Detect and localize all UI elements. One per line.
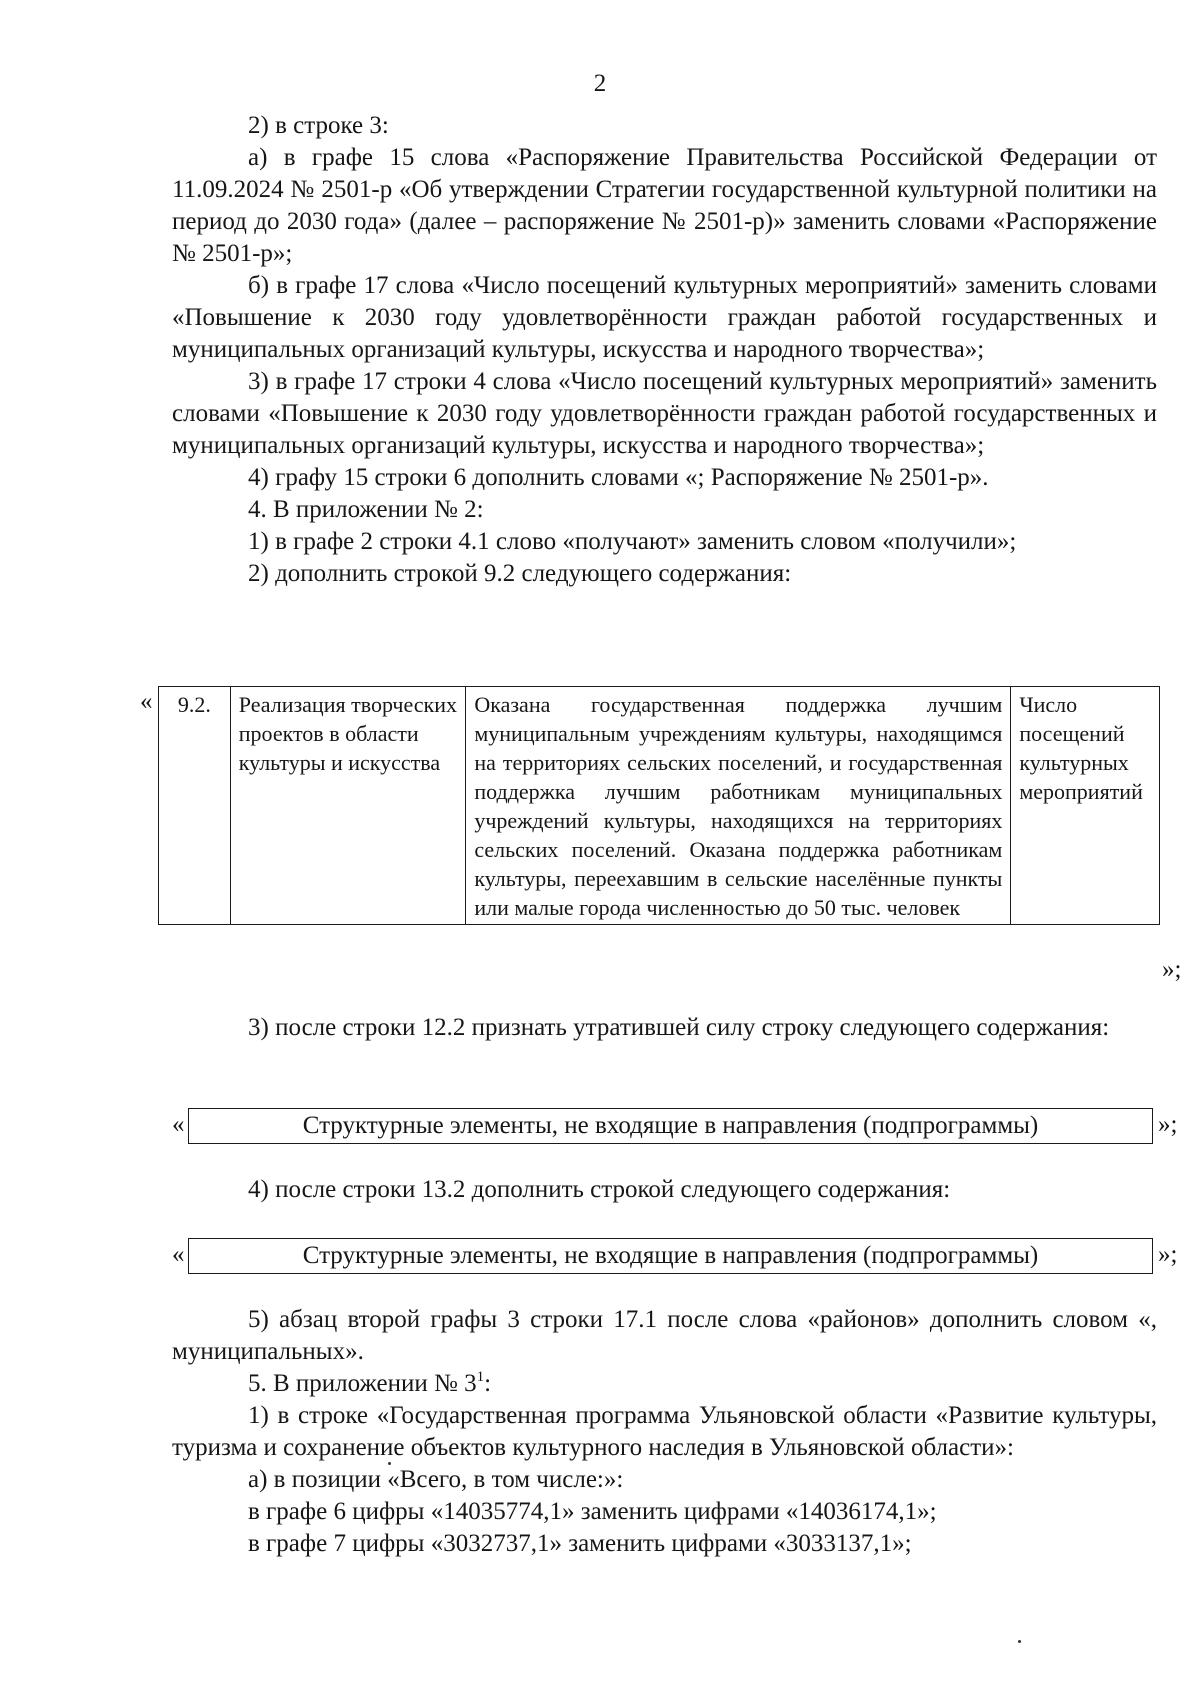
- appendix3-superscript: 1: [476, 1369, 485, 1385]
- cell-name: Реализация творческих проектов в области культуры и искусства: [230, 687, 466, 925]
- table-row: [159, 687, 1160, 925]
- paragraph-appendix2-item1: 1) в графе 2 строки 4.1 слово «получают» заменить словом «получили»;: [248, 528, 1017, 555]
- scan-speck: [388, 1462, 391, 1465]
- cell-indicator: Число посещений культурных мероприятий: [1011, 687, 1160, 925]
- paragraph-row6-graph15: 4) графу 15 строки 6 дополнить словами «; Распоряжение № 2501-р».: [248, 464, 989, 491]
- close-quote: »;: [1158, 1241, 1178, 1268]
- framed-row-text: Структурные элементы, не входящие в направления (подпрограммы): [188, 1238, 1153, 1274]
- table-row-9-2: [140, 686, 1180, 986]
- section-appendix2-item4: [172, 1174, 1157, 1206]
- paragraph-row4-graph17: 3) в графе 17 строки 4 слова «Число посещений культурных мероприятий» заменить словами «Повышение к 2030 году удовлетворённости граждан работой государственных и муниципальных организаций культуры, искусства и народного творчества»;: [172, 368, 1157, 459]
- paragraph-row3-heading: 2) в строке 3:: [248, 112, 389, 139]
- paragraph-row3-b: б) в графе 17 слова «Число посещений культурных мероприятий» заменить словами «Повышение к 2030 году удовлетворённости граждан работой государственных и муниципальных организаций культуры, искусства и народного творчества»;: [172, 272, 1157, 363]
- paragraph-appendix3-item1: 1) в строке «Государственная программа Ульяновской области «Развитие культуры, туризма и сохранение объектов культурного наследия в Ульяновской области»:: [172, 1402, 1157, 1461]
- paragraph-graph6: в графе 6 цифры «14035774,1» заменить цифрами «14036174,1»;: [248, 1498, 937, 1525]
- scan-speck: [1018, 1640, 1021, 1643]
- section-appendix2-item3: [172, 1012, 1157, 1044]
- page-number: 2: [593, 70, 607, 97]
- paragraph-appendix2-item3: 3) после строки 12.2 признать утратившей силу строку следующего содержания:: [248, 1014, 1110, 1041]
- inserted-row-table: [158, 686, 1160, 925]
- framed-row-2: [172, 1238, 1182, 1274]
- paragraph-appendix3-heading: [172, 1368, 1157, 1400]
- cell-number: 9.2.: [159, 687, 231, 925]
- paragraph-appendix2-heading: 4. В приложении № 2:: [248, 496, 484, 523]
- paragraph-appendix2-item2: 2) дополнить строкой 9.2 следующего содержания:: [248, 560, 792, 587]
- framed-row-1: [172, 1108, 1182, 1144]
- open-quote: «: [140, 688, 153, 715]
- cell-result: Оказана государственная поддержка лучшим муниципальным учреждениям культуры, находящимся на территориях сельских поселений, и государственная поддержка лучшим работникам муниципальных учреждений культуры, находящихся на территориях сельских поселений. Оказана поддержка работникам культуры, переехавшим в сельские населённые пункты или малые города численностью до 50 тыс. человек: [466, 687, 1011, 925]
- close-quote: »;: [1162, 956, 1182, 983]
- paragraph-row3-a: а) в графе 15 слова «Распоряжение Правительства Российской Федерации от 11.09.2024 № 2501-р «Об утверждении Стратегии государственной культурной политики на период до 2030 года» (далее – распоряжение № 2501-р)» заменить словами «Распоряжение № 2501-р»;: [172, 144, 1157, 267]
- appendix3-heading-colon: :: [484, 1370, 492, 1397]
- paragraph-graph7: в графе 7 цифры «3032737,1» заменить цифрами «3033137,1»;: [248, 1530, 912, 1557]
- section-amendments-row3: [172, 110, 1157, 590]
- open-quote: «: [172, 1241, 185, 1268]
- paragraph-appendix2-item4: 4) после строки 13.2 дополнить строкой следующего содержания:: [248, 1176, 951, 1203]
- paragraph-appendix3-item-a: а) в позиции «Всего, в том числе:»:: [248, 1466, 624, 1493]
- close-quote: »;: [1158, 1111, 1178, 1138]
- framed-row-text: Структурные элементы, не входящие в направления (подпрограммы): [188, 1108, 1153, 1144]
- appendix3-heading-text: 5. В приложении № 3: [248, 1370, 477, 1397]
- paragraph-appendix2-item5: 5) абзац второй графы 3 строки 17.1 после слова «районов» дополнить словом «, муниципальных».: [172, 1306, 1157, 1365]
- section-appendix3: [172, 1304, 1157, 1560]
- open-quote: «: [172, 1111, 185, 1138]
